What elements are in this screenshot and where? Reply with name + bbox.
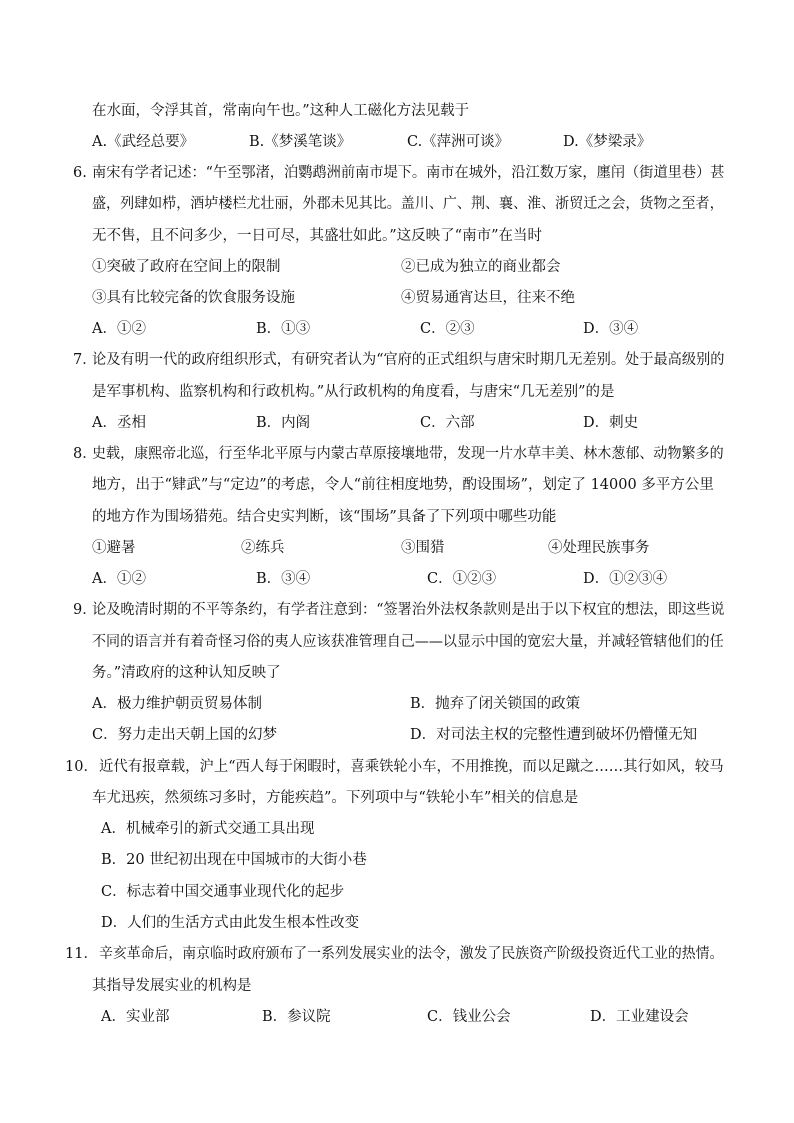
q6-option-d: D．③④ [583, 321, 639, 337]
q9-stem-line: 务。”清政府的这种认知反映了 [92, 665, 281, 681]
q9-stem-line: 论及晚清时期的不平等条约，有学者注意到：“签署治外法权条款则是出于以下权宜的想法，即这些说 [92, 602, 725, 618]
q8-stem-line: 的地方作为围场猎苑。结合史实判断，该“围场”具备了下列项中哪些功能 [92, 509, 557, 525]
q7-option-c: C．六部 [420, 415, 475, 431]
q6-stem-line: 盛，列肆如栉，酒垆楼栏尤壮丽，外郡未见其比。盖川、广、荆、襄、淮、浙贸迁之会，货物之至者， [92, 196, 724, 212]
q11-option-d: D．工业建设会 [590, 1009, 689, 1025]
q9-number: 9． [73, 602, 97, 618]
q6-option-b: B．①③ [256, 321, 311, 337]
q7-option-b: B．内阁 [256, 415, 311, 431]
q11-option-b: B．参议院 [262, 1009, 331, 1025]
q5-option-a: A.《武经总要》 [92, 134, 195, 150]
q10-number: 10． [65, 759, 98, 775]
q8-statement-3: ③围猎 [401, 540, 445, 556]
q6-stem-line: 南宋有学者记述：“午至鄂渚，泊鹦鹉洲前南市堤下。南市在城外，沿江数万家，廛闬（街道里巷）甚 [92, 165, 725, 181]
q8-stem-line: 史载，康熙帝北巡，行至华北平原与内蒙古草原接壤地带，发现一片水草丰美、林木葱郁、动物繁多的 [92, 446, 724, 462]
q6-number: 6. [73, 165, 87, 181]
q5-stem-continuation: 在水面，令浮其首，常南向午也。”这种人工磁化方法见载于 [92, 103, 470, 119]
q9-option-a: A．极力维护朝贡贸易体制 [92, 696, 262, 712]
q11-stem-line: 其指导发展实业的机构是 [92, 978, 252, 994]
q6-statement-1: ①突破了政府在空间上的限制 [92, 259, 281, 275]
q6-stem-line: 无不售，且不问多少，一日可尽，其盛壮如此。”这反映了“南市”在当时 [92, 228, 542, 244]
q7-number: 7． [73, 352, 97, 368]
q10-stem-line: 车尤迅疾，然须练习多时，方能疾趋”。下列项中与“铁轮小车”相关的信息是 [92, 790, 579, 806]
q5-option-c: C.《萍洲可谈》 [407, 134, 510, 150]
q6-option-a: A．①② [92, 321, 146, 337]
q11-number: 11． [65, 946, 98, 962]
q7-stem-line: 论及有明一代的政府组织形式，有研究者认为“官府的正式组织与唐宋时期几无差别。处于最高级别的 [92, 352, 725, 368]
q6-statement-4: ④贸易通宵达旦，往来不绝 [401, 290, 575, 306]
q8-option-b: B．③④ [256, 571, 311, 587]
q5-option-d: D.《梦梁录》 [563, 134, 652, 150]
q8-statement-1: ①避暑 [92, 540, 136, 556]
q8-statement-2: ②练兵 [241, 540, 285, 556]
q11-option-a: A．实业部 [101, 1009, 170, 1025]
q8-option-c: C．①②③ [427, 571, 497, 587]
q6-statement-3: ③具有比较完备的饮食服务设施 [92, 290, 295, 306]
q9-option-c: C．努力走出天朝上国的幻梦 [92, 727, 278, 743]
q10-option-a: A．机械牵引的新式交通工具出现 [101, 821, 315, 837]
q10-option-d: D．人们的生活方式由此发生根本性改变 [101, 915, 360, 931]
q8-stem-line: 地方，出于“肄武”与“定边”的考虑，令人“前往相度地势，酌设围场”，划定了 14000 多平方公里 [92, 477, 714, 493]
q10-option-c: C．标志着中国交通事业现代化的起步 [101, 884, 345, 900]
q10-stem-line: 近代有报章载，沪上“西人每于闲暇时，喜乘铁轮小车，不用推挽，而以足蹴之……其行如风，较马 [99, 759, 724, 775]
q7-option-d: D．刺史 [583, 415, 639, 431]
q7-stem-line: 是军事机构、监察机构和行政机构。”从行政机构的角度看，与唐宋“几无差别”的是 [92, 384, 615, 400]
q8-option-d: D．①②③④ [583, 571, 668, 587]
q8-option-a: A．①② [92, 571, 146, 587]
q7-option-a: A．丞相 [92, 415, 146, 431]
q6-option-c: C．②③ [420, 321, 475, 337]
q8-statement-4: ④处理民族事务 [548, 540, 650, 556]
q9-option-b: B．抛弃了闭关锁国的政策 [410, 696, 581, 712]
q5-option-b: B.《梦溪笔谈》 [249, 134, 352, 150]
q9-option-d: D．对司法主权的完整性遭到破坏仍懵懂无知 [410, 727, 698, 743]
q11-stem-line: 辛亥革命后，南京临时政府颁布了一系列发展实业的法令，激发了民族资产阶级投资近代工业的热情。 [99, 946, 724, 962]
q11-option-c: C．钱业公会 [427, 1009, 511, 1025]
q6-statement-2: ②已成为独立的商业都会 [401, 259, 561, 275]
q9-stem-line: 不同的语言并有着奇怪习俗的夷人应该获准管理自己——以显示中国的宽宏大量，并减轻管辖他们的任 [92, 634, 724, 650]
q8-number: 8． [73, 446, 97, 462]
q10-option-b: B．20 世纪初出现在中国城市的大街小巷 [101, 852, 367, 868]
